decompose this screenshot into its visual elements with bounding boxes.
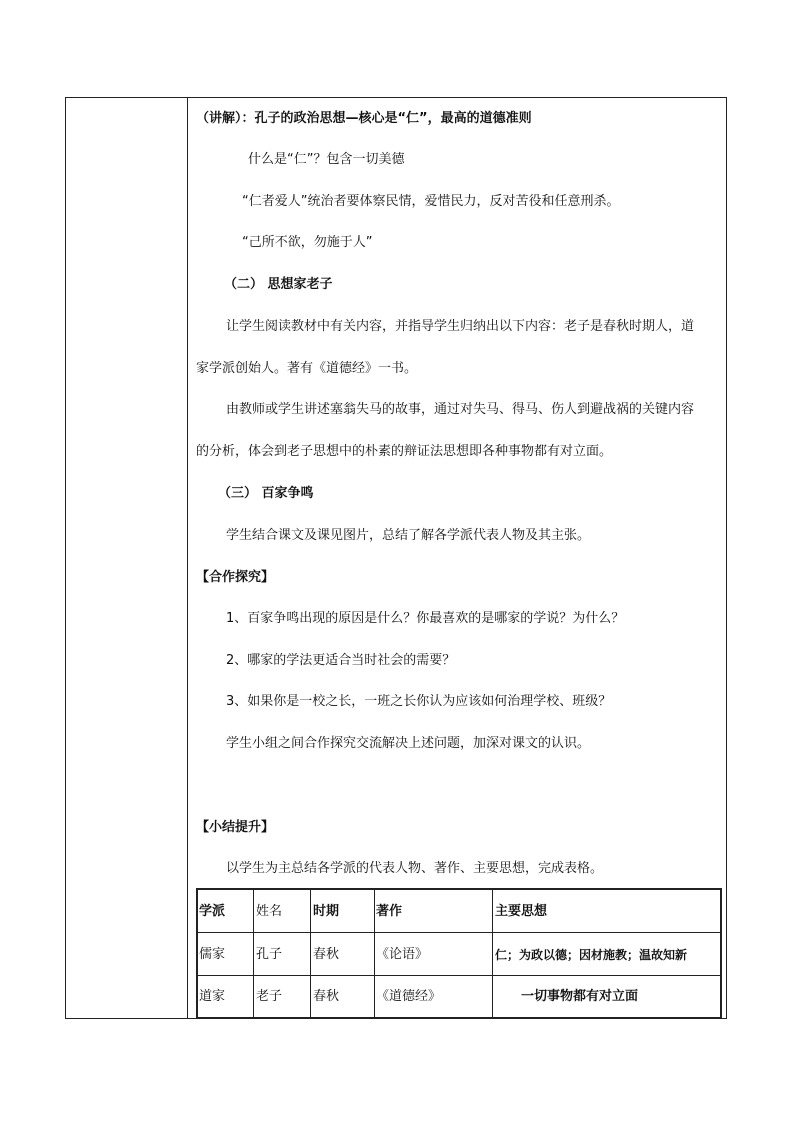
paragraph-line: 的分析，体会到老子思想中的朴素的辩证法思想即各种事物都有对立面。: [196, 444, 613, 459]
question-item: 2、哪家的学法更适合当时社会的需要？: [226, 653, 456, 668]
table-cell: 道家: [199, 989, 226, 1004]
table-cell: 儒家: [199, 947, 226, 962]
question-item: 1、百家争鸣出现的原因是什么？你最喜欢的是哪家的学说？为什么？: [226, 611, 625, 626]
section-heading: 【合作探究】: [196, 570, 275, 585]
left-column: [66, 98, 188, 1018]
table-cell: 仁；为政以德；因材施教；温故知新: [495, 948, 688, 962]
lesson-table: [65, 97, 727, 1019]
paragraph-line: 让学生阅读教材中有关内容，并指导学生归纳出以下内容：老子是春秋时期人，道: [226, 319, 695, 334]
section-heading: 【小结提升】: [196, 820, 275, 835]
table-header: 学派: [199, 904, 226, 919]
question-item: 3、如果你是一校之长，一班之长你认为应该如何治理学校、班级？: [226, 694, 612, 709]
table-cell: 春秋: [313, 947, 340, 962]
paragraph-line: “己所不欲，勿施于人”: [242, 235, 373, 250]
section-heading: （二） 思想家老子: [224, 277, 333, 292]
paragraph-line: 学生结合课文及课见图片，总结了解各学派代表人物及其主张。: [226, 528, 591, 543]
table-header: 时期: [313, 904, 340, 919]
summary-table: [196, 888, 722, 1019]
paragraph-line: 由教师或学生讲述塞翁失马的故事，通过对失马、得马、伤人到避战祸的关键内容: [226, 402, 695, 417]
table-cell: 《论语》: [376, 947, 429, 962]
paragraph-line: “仁者爱人”统治者要体察民情，爱惜民力，反对苦役和任意刑杀。: [242, 194, 620, 209]
table-cell: 《道德经》: [376, 989, 442, 1004]
paragraph-line: 以学生为主总结各学派的代表人物、著作、主要思想，完成表格。: [226, 861, 604, 876]
paragraph-line: 家学派创始人。著有《道德经》一书。: [196, 361, 418, 376]
paragraph-line: 什么是“仁”？包含一切美德: [248, 152, 405, 167]
table-cell: 老子: [256, 989, 283, 1004]
table-header: 主要思想: [495, 904, 548, 919]
table-cell: 一切事物都有对立面: [521, 989, 639, 1004]
table-cell: 孔子: [256, 947, 283, 962]
table-cell: 春秋: [313, 989, 340, 1004]
section-heading: （三） 百家争鸣: [218, 486, 314, 501]
paragraph-line: 学生小组之间合作探究交流解决上述问题，加深对课文的认识。: [226, 736, 591, 751]
table-header: 著作: [376, 904, 403, 919]
explanation-line: （讲解）：孔子的政治思想—核心是“仁”，最高的道德准则: [196, 111, 532, 126]
table-header: 姓名: [256, 904, 283, 919]
